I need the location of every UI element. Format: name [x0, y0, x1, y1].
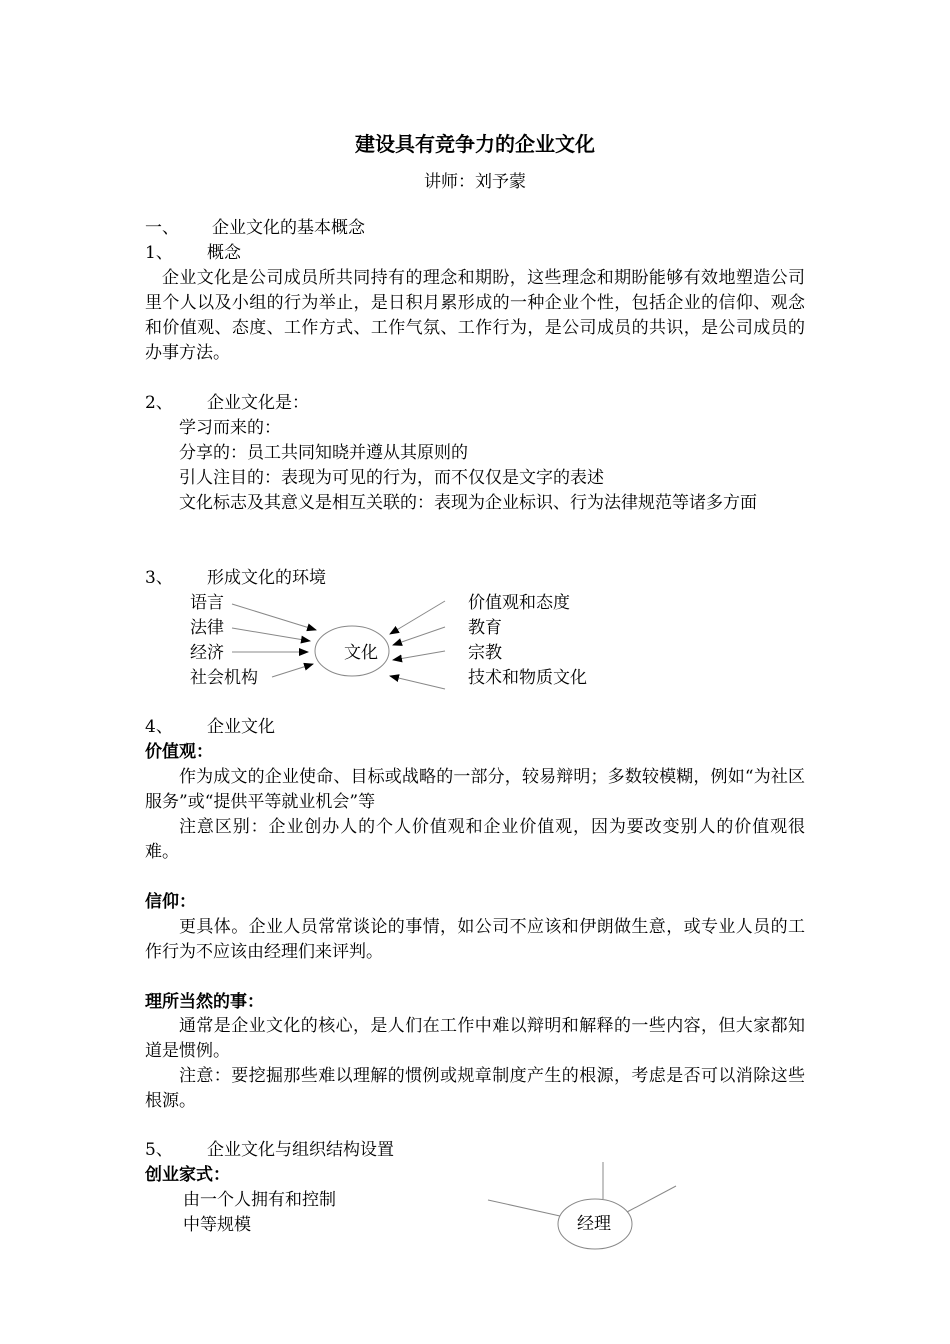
arrow [232, 604, 316, 630]
taken-for-granted-label: 理所当然的事： [145, 992, 264, 1012]
diagram-label-left: 社会机构 [190, 668, 258, 688]
diagram-label-right: 价值观和态度 [468, 593, 570, 613]
concept-paragraph: 企业文化是公司成员所共同持有的理念和期盼，这些理念和期盼能够有效地塑造公司里个人以及小组的行为举止，是日积月累形成的一种企业个性，包括企业的信仰、观念和价值观、态度、工作方式、工作气氛、工作行为，是公司成员的共识，是公司成员的办事方法。 [145, 268, 805, 363]
item-heading: 企业文化 [207, 717, 275, 737]
taken-for-granted-paragraph: 通常是企业文化的核心，是人们在工作中难以辩明和解释的一些内容，但大家都知道是惯例。 [145, 1016, 805, 1061]
section-heading: 企业文化的基本概念 [212, 218, 365, 238]
section-number: 一、 [145, 218, 179, 238]
arrow [393, 627, 445, 645]
values-note: 注意区别：企业创办人的个人价值观和企业价值观，因为要改变别人的价值观很难。 [145, 817, 805, 862]
values-paragraph: 作为成文的企业使命、目标或战略的一部分，较易辩明；多数较模糊，例如“为社区服务”或“提供平等就业机会”等 [145, 767, 805, 812]
lecturer-line: 讲师：刘予蒙 [424, 172, 526, 192]
diagram-label-right: 宗教 [468, 643, 502, 663]
diagram-label-left: 语言 [190, 593, 224, 613]
manager-label: 经理 [577, 1214, 611, 1234]
belief-label: 信仰： [145, 892, 196, 912]
list-item: 学习而来的： [179, 418, 281, 438]
item-heading: 形成文化的环境 [207, 568, 326, 588]
item-number: 2、 [145, 393, 173, 413]
list-item: 由一个人拥有和控制 [183, 1190, 336, 1210]
list-item: 分享的：员工共同知晓并遵从其原则的 [179, 443, 468, 463]
item-number: 4、 [145, 717, 173, 737]
document-title: 建设具有竞争力的企业文化 [355, 132, 595, 156]
item-heading: 企业文化与组织结构设置 [207, 1140, 394, 1160]
diagram-label-left: 法律 [190, 618, 224, 638]
arrow [232, 628, 310, 641]
taken-for-granted-note: 注意：要挖掘那些难以理解的惯例或规章制度产生的根源，考虑是否可以消除这些根源。 [145, 1066, 805, 1111]
connector-line [627, 1186, 676, 1212]
item-number: 5、 [145, 1140, 173, 1160]
diagram-center-label: 文化 [344, 643, 378, 663]
arrow [390, 676, 445, 689]
diagram-label-right: 技术和物质文化 [468, 668, 587, 688]
connector-line [488, 1200, 560, 1216]
list-item: 中等规模 [183, 1215, 251, 1235]
list-item: 文化标志及其意义是相互关联的：表现为企业标识、行为法律规范等诸多方面 [179, 493, 757, 513]
entrepreneurial-label: 创业家式： [145, 1165, 230, 1185]
item-heading: 企业文化是： [207, 393, 309, 413]
item-number: 1、 [145, 243, 173, 263]
list-item: 引人注目的：表现为可见的行为，而不仅仅是文字的表述 [179, 468, 604, 488]
arrow [272, 664, 313, 677]
item-heading: 概念 [207, 243, 241, 263]
diagram-label-right: 教育 [468, 618, 502, 638]
arrow [390, 601, 445, 634]
arrow [393, 651, 445, 660]
values-label: 价值观： [145, 742, 213, 762]
belief-paragraph: 更具体。企业人员常常谈论的事情，如公司不应该和伊朗做生意，或专业人员的工作行为不应该由经理们来评判。 [145, 917, 805, 962]
diagram-label-left: 经济 [190, 643, 224, 663]
item-number: 3、 [145, 568, 173, 588]
